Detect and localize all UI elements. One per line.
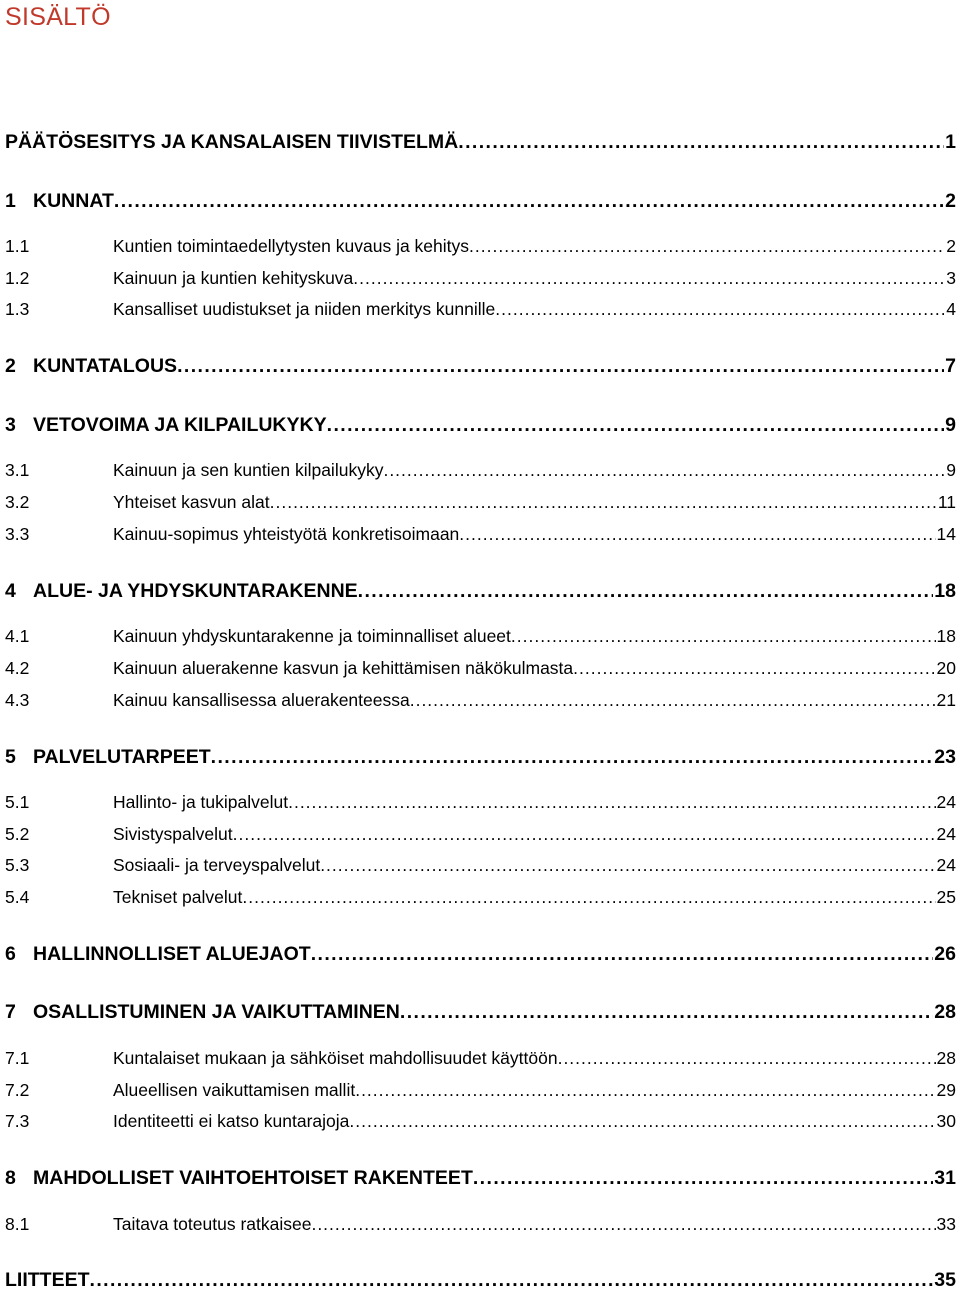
toc-entry-title: HALLINNOLLISET ALUEJAOT <box>33 943 311 965</box>
toc-page-number: 30 <box>936 1111 956 1131</box>
toc-entry[interactable] <box>5 128 956 154</box>
toc-entry-title: MAHDOLLISET VAIHTOEHTOISET RAKENTEET <box>33 1167 473 1189</box>
toc-section-number: 4.1 <box>5 626 30 646</box>
toc-dot-leader <box>400 1001 933 1024</box>
toc-dot-leader <box>473 1167 933 1190</box>
toc-entry[interactable] <box>5 487 956 513</box>
toc-entry-title: Kuntalaiset mukaan ja sähköiset mahdollisuudet käyttöön <box>113 1048 558 1068</box>
toc-page-number: 29 <box>936 1080 956 1100</box>
toc-entry-title: PALVELUTARPEET <box>33 746 211 768</box>
toc-section-number: 5.3 <box>5 855 30 875</box>
toc-section-number: 4 <box>5 580 16 602</box>
toc-section-number: 4.2 <box>5 658 30 678</box>
toc-page-number: 24 <box>936 792 956 812</box>
toc-page-number: 4 <box>946 299 956 319</box>
toc-section-number: 1 <box>5 190 16 212</box>
toc-entry[interactable] <box>5 1209 956 1235</box>
toc-page-number: 33 <box>936 1214 956 1234</box>
toc-page-number: 20 <box>936 658 956 678</box>
toc-entry[interactable] <box>5 998 956 1024</box>
toc-dot-leader <box>410 690 936 711</box>
toc-section-number: 7.1 <box>5 1048 30 1068</box>
toc-dot-leader <box>558 1048 936 1069</box>
toc-dot-leader <box>177 355 944 378</box>
toc-entry[interactable] <box>5 231 956 257</box>
toc-page-number: 35 <box>934 1269 956 1291</box>
toc-entry-title: Taitava toteutus ratkaisee <box>113 1214 312 1234</box>
toc-section-number: 7.3 <box>5 1111 30 1131</box>
toc-dot-leader <box>495 299 945 320</box>
toc-dot-leader <box>320 855 935 876</box>
toc-dot-leader <box>358 580 934 603</box>
toc-entry-title: Tekniset palvelut <box>113 887 243 907</box>
toc-page-number: 18 <box>936 626 956 646</box>
toc-entry-title: Kainuun ja sen kuntien kilpailukyky <box>113 460 384 480</box>
toc-entry[interactable] <box>5 882 956 908</box>
toc-dot-leader <box>458 131 944 154</box>
toc-entry[interactable] <box>5 294 956 320</box>
toc-section-number: 3.3 <box>5 524 30 544</box>
toc-section-number: 8 <box>5 1167 16 1189</box>
toc-section-number: 2 <box>5 355 16 377</box>
toc-entry[interactable] <box>5 1164 956 1190</box>
toc-dot-leader <box>349 1111 935 1132</box>
toc-entry[interactable] <box>5 653 956 679</box>
toc-page-number: 24 <box>936 824 956 844</box>
toc-dot-leader <box>288 792 935 813</box>
toc-entry[interactable] <box>5 1075 956 1101</box>
toc-entry-title: Identiteetti ei katso kuntarajoja <box>113 1111 350 1131</box>
toc-page-number: 2 <box>945 190 956 212</box>
toc-entry[interactable] <box>5 621 956 647</box>
toc-section-number: 5.4 <box>5 887 30 907</box>
toc-entry-title: Kainuun ja kuntien kehityskuva <box>113 268 354 288</box>
toc-page-number: 24 <box>936 855 956 875</box>
toc-entry[interactable] <box>5 1043 956 1069</box>
toc-entry[interactable] <box>5 577 956 603</box>
toc-entry[interactable] <box>5 263 956 289</box>
toc-entry-title: KUNNAT <box>33 190 114 212</box>
toc-dot-leader <box>573 658 935 679</box>
toc-entry[interactable] <box>5 850 956 876</box>
toc-entry-title: Sivistyspalvelut <box>113 824 233 844</box>
toc-dot-leader <box>353 268 945 289</box>
toc-dot-leader <box>311 1214 935 1235</box>
toc-entry-title: LIITTEET <box>5 1269 90 1291</box>
toc-section-number: 1.2 <box>5 268 30 288</box>
toc-dot-leader <box>233 824 936 845</box>
toc-dot-leader <box>311 943 934 966</box>
toc-page-number: 28 <box>934 1001 956 1023</box>
toc-page-number: 11 <box>937 492 956 512</box>
toc-dot-leader <box>469 236 945 257</box>
toc-dot-leader <box>242 887 935 908</box>
toc-dot-leader <box>270 492 937 513</box>
toc-section-number: 5 <box>5 746 16 768</box>
toc-entry[interactable] <box>5 1266 956 1292</box>
toc-section-number: 3.1 <box>5 460 30 480</box>
toc-dot-leader <box>355 1080 935 1101</box>
toc-page-number: 18 <box>934 580 956 602</box>
toc-entry[interactable] <box>5 940 956 966</box>
toc-entry-title: Yhteiset kasvun alat <box>113 492 270 512</box>
toc-dot-leader <box>511 626 936 647</box>
toc-entry[interactable] <box>5 743 956 769</box>
toc-entry-title: ALUE- JA YHDYSKUNTARAKENNE <box>33 580 358 602</box>
toc-section-number: 3.2 <box>5 492 30 512</box>
toc-entry-title: Kainuun yhdyskuntarakenne ja toiminnalliset alueet <box>113 626 511 646</box>
toc-entry-title: Kainuun aluerakenne kasvun ja kehittämisen näkökulmasta <box>113 658 574 678</box>
toc-entry-title: Hallinto- ja tukipalvelut <box>113 792 289 812</box>
toc-section-number: 7 <box>5 1001 16 1023</box>
toc-entry-title: Alueellisen vaikuttamisen mallit <box>113 1080 356 1100</box>
toc-page-number: 28 <box>936 1048 956 1068</box>
toc-page-number: 21 <box>936 690 956 710</box>
toc-entry[interactable] <box>5 1106 956 1132</box>
toc-section-number: 1.3 <box>5 299 30 319</box>
toc-section-number: 5.1 <box>5 792 30 812</box>
toc-entry[interactable] <box>5 819 956 845</box>
toc-entry-title: VETOVOIMA JA KILPAILUKYKY <box>33 414 327 436</box>
toc-entry-title: KUNTATALOUS <box>33 355 178 377</box>
toc-dot-leader <box>459 524 935 545</box>
toc-section-number: 5.2 <box>5 824 30 844</box>
toc-entry[interactable] <box>5 787 956 813</box>
toc-section-number: 1.1 <box>5 236 30 256</box>
toc-entry-title: Kuntien toimintaedellytysten kuvaus ja kehitys <box>113 236 470 256</box>
toc-entry-title: Kainuu-sopimus yhteistyötä konkretisoimaan <box>113 524 460 544</box>
toc-dot-leader <box>211 746 934 769</box>
toc-section-number: 4.3 <box>5 690 30 710</box>
toc-page-number: 25 <box>936 887 956 907</box>
toc-page-number: 31 <box>934 1167 956 1189</box>
toc-entry-title: Sosiaali- ja terveyspalvelut <box>113 855 321 875</box>
toc-page-number: 14 <box>936 524 956 544</box>
toc-page-number: 26 <box>934 943 956 965</box>
toc-heading: SISÄLTÖ <box>5 3 111 31</box>
toc-page-number: 23 <box>934 746 956 768</box>
toc-page-number: 2 <box>946 236 956 256</box>
toc-entry[interactable] <box>5 187 956 213</box>
toc-entry-title: OSALLISTUMINEN JA VAIKUTTAMINEN <box>33 1001 400 1023</box>
toc-dot-leader <box>114 190 944 213</box>
toc-entry[interactable] <box>5 411 956 437</box>
toc-entry[interactable] <box>5 519 956 545</box>
toc-entry-title: Kansalliset uudistukset ja niiden merkitys kunnille <box>113 299 496 319</box>
toc-entry[interactable] <box>5 455 956 481</box>
toc-section-number: 8.1 <box>5 1214 30 1234</box>
toc-section-number: 3 <box>5 414 16 436</box>
toc-entry[interactable] <box>5 685 956 711</box>
toc-dot-leader <box>327 414 945 437</box>
toc-entry-title: Kainuu kansallisessa aluerakenteessa <box>113 690 410 710</box>
toc-entry-title: PÄÄTÖSESITYS JA KANSALAISEN TIIVISTELMÄ <box>5 131 459 153</box>
toc-entry[interactable] <box>5 352 956 378</box>
toc-page-number: 7 <box>945 355 956 377</box>
toc-page-number: 9 <box>946 460 956 480</box>
toc-page-number: 1 <box>945 131 956 153</box>
toc-dot-leader <box>383 460 945 481</box>
toc-page-number: 9 <box>945 414 956 436</box>
toc-section-number: 6 <box>5 943 16 965</box>
toc-page-number: 3 <box>946 268 956 288</box>
toc-section-number: 7.2 <box>5 1080 30 1100</box>
